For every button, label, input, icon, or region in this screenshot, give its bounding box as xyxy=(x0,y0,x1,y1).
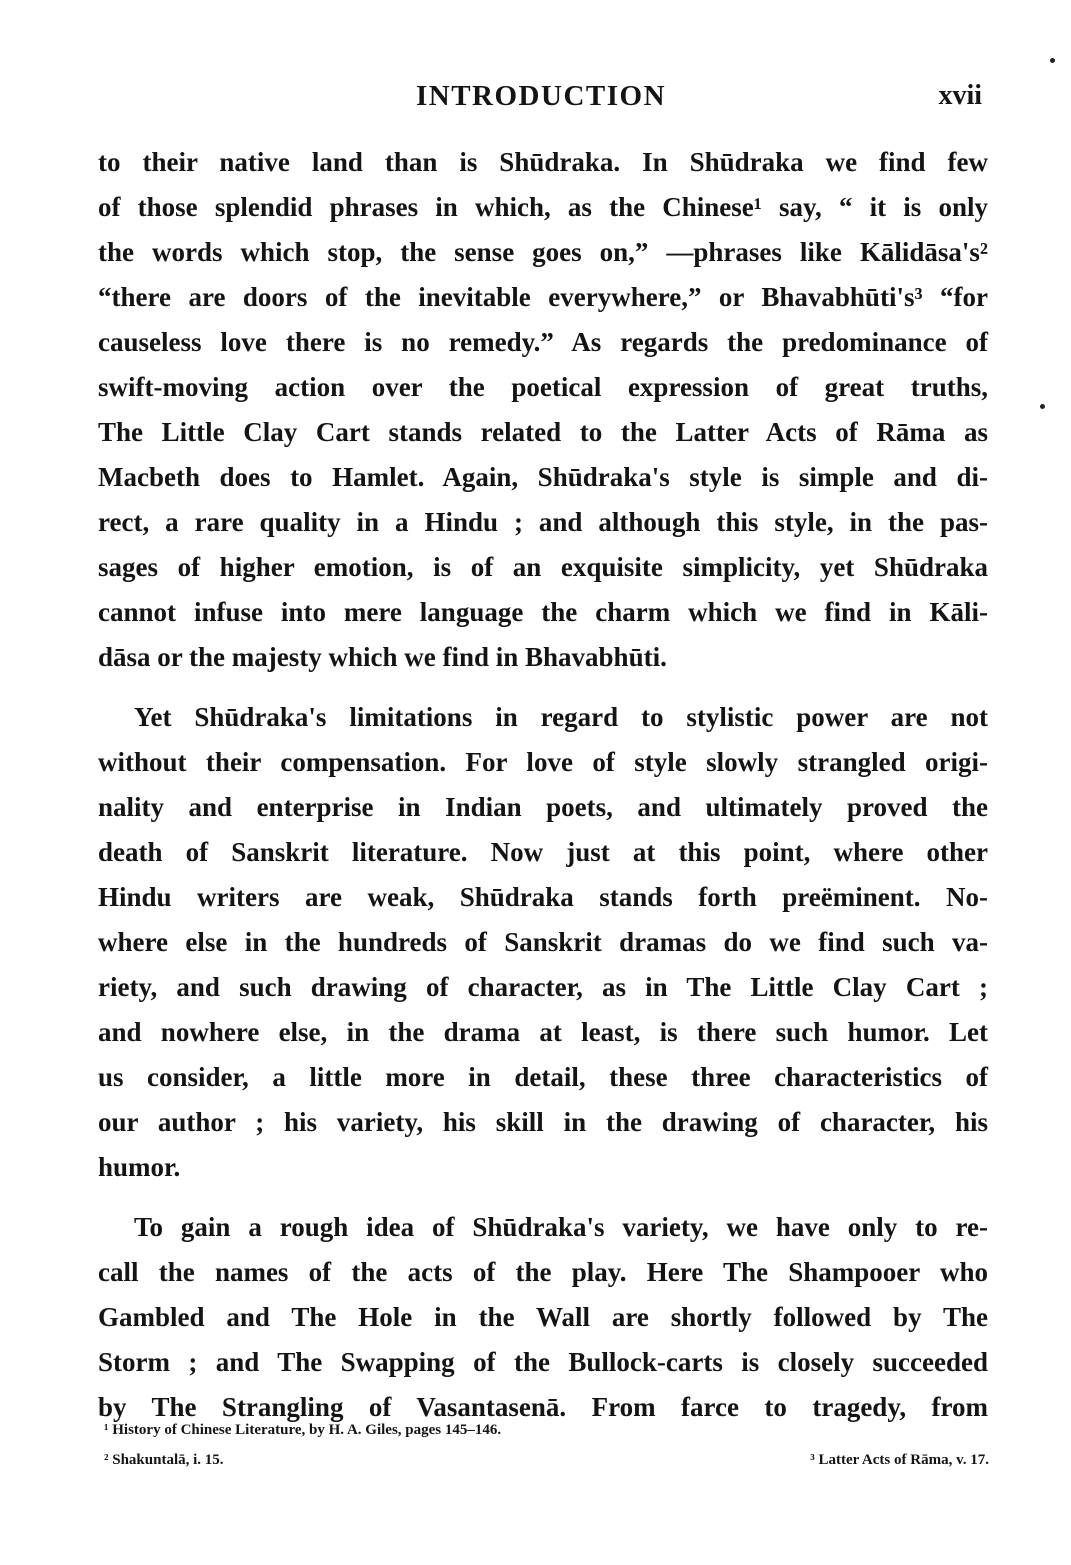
body-text xyxy=(98,140,988,1430)
text-line: humor. xyxy=(98,1152,181,1182)
paragraph xyxy=(98,140,988,680)
scan-speck xyxy=(1050,58,1055,63)
page-number: xvii xyxy=(938,80,982,111)
text-line: by The Strangling of Vasantasenā. From farce to tragedy, from xyxy=(98,1392,988,1422)
text-line: death of Sanskrit literature. Now just at this point, where other xyxy=(98,837,988,867)
text-line: riety, and such drawing of character, as in The Little Clay Cart ; xyxy=(98,972,988,1002)
page-header xyxy=(96,80,986,124)
text-line: call the names of the acts of the play. Here The Shampooer who xyxy=(98,1257,988,1287)
text-line: dāsa or the majesty which we find in Bhavabhūti. xyxy=(98,642,667,672)
scan-speck xyxy=(1040,404,1045,409)
text-line: Hindu writers are weak, Shūdraka stands forth preëminent. No- xyxy=(98,882,988,912)
text-line: Storm ; and The Swapping of the Bullock-carts is closely succeeded xyxy=(98,1347,988,1377)
text-line: the words which stop, the sense goes on,” —phrases like Kālidāsa's² xyxy=(98,237,988,267)
paragraph-gap xyxy=(98,1190,988,1205)
text-line: sages of higher emotion, is of an exquisite simplicity, yet Shūdraka xyxy=(98,552,988,582)
paragraph-gap xyxy=(98,680,988,695)
text-line: of those splendid phrases in which, as the Chinese¹ say, “ it is only xyxy=(98,192,988,222)
text-line: us consider, a little more in detail, these three characteristics of xyxy=(98,1062,988,1092)
text-line: rect, a rare quality in a Hindu ; and although this style, in the pas- xyxy=(98,507,988,537)
text-line: The Little Clay Cart stands related to the Latter Acts of Rāma as xyxy=(98,417,988,447)
text-line: our author ; his variety, his skill in the drawing of character, his xyxy=(98,1107,988,1137)
footnote-2: ² Shakuntalā, i. 15. xyxy=(104,1452,224,1468)
text-line: “there are doors of the inevitable everywhere,” or Bhavabhūti's³ “for xyxy=(98,282,988,312)
paragraph xyxy=(98,1205,988,1430)
text-line: Gambled and The Hole in the Wall are shortly followed by The xyxy=(98,1302,988,1332)
footnote-row xyxy=(104,1445,989,1475)
text-line: Macbeth does to Hamlet. Again, Shūdraka's style is simple and di- xyxy=(98,462,988,492)
text-line: Yet Shūdraka's limitations in regard to stylistic power are not xyxy=(134,702,988,732)
text-line: To gain a rough idea of Shūdraka's variety, we have only to re- xyxy=(134,1212,988,1242)
text-line: causeless love there is no remedy.” As regards the predominance of xyxy=(98,327,988,357)
text-line: swift-moving action over the poetical expression of great truths, xyxy=(98,372,988,402)
footnote-3: ³ Latter Acts of Rāma, v. 17. xyxy=(810,1452,989,1468)
text-line: to their native land than is Shūdraka. In Shūdraka we find few xyxy=(98,147,988,177)
text-line: without their compensation. For love of style slowly strangled origi- xyxy=(98,747,988,777)
running-head: INTRODUCTION xyxy=(415,80,667,112)
text-line: and nowhere else, in the drama at least, is there such humor. Let xyxy=(98,1017,988,1047)
footnote-1: ¹ History of Chinese Literature, by H. A. Giles, pages 145–146. xyxy=(104,1422,502,1438)
text-line: cannot infuse into mere language the charm which we find in Kāli- xyxy=(98,597,988,627)
footnotes xyxy=(104,1415,989,1475)
text-line: nality and enterprise in Indian poets, and ultimately proved the xyxy=(98,792,988,822)
paragraph xyxy=(98,695,988,1190)
text-line: where else in the hundreds of Sanskrit dramas do we find such va- xyxy=(98,927,988,957)
